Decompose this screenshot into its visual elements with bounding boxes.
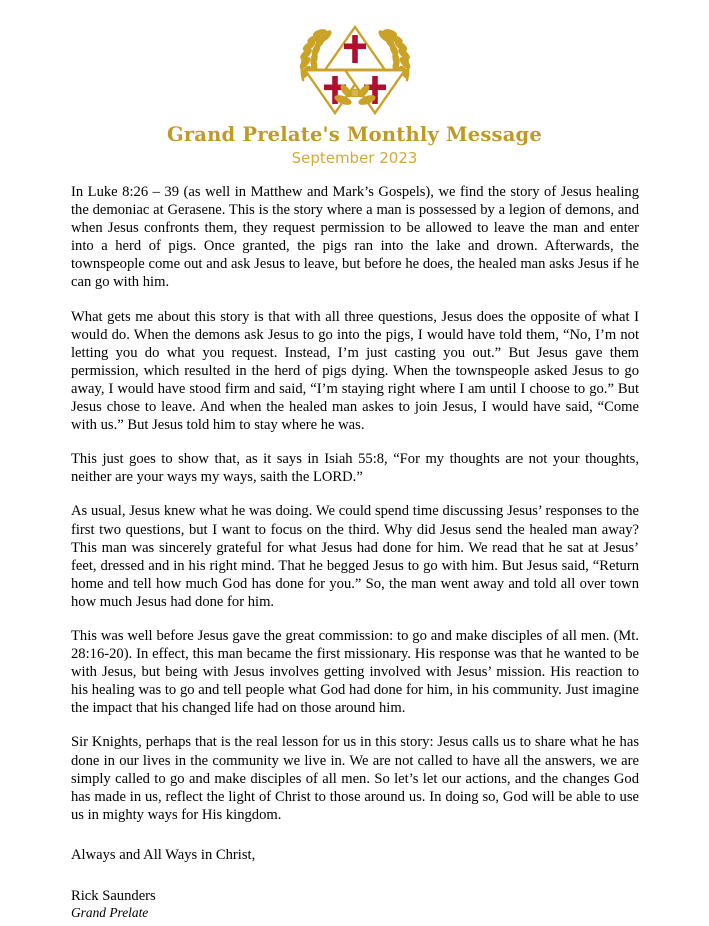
signature-name: Rick Saunders [71, 888, 156, 904]
letter-body [71, 183, 639, 921]
document-header [0, 0, 709, 167]
body-paragraph: This was well before Jesus gave the great commission: to go and make disciples of all men. (Mt. 28:16-20). In effect, this man became the first missionary. His response was that he wanted to be with Jesus, but being with Jesus involves getting involved with Jesus’ mission. His reaction to his healing was to go and tell people what God had done for him, in his community. Just imagine the impact that his changed life had on those around him. [71, 627, 639, 717]
body-paragraph: Sir Knights, perhaps that is the real lesson for us in this story: Jesus calls us to share what he has done in our lives in the community we live in. We are not called to have all the answers, we are simply called to go and make disciples of all men. So let’s let our actions, and the changes God has made in us, reflect the light of Christ to those around us. In doing so, God will be able to use us in mighty ways for His kingdom. [71, 734, 639, 823]
body-paragraph: In Luke 8:26 – 39 (as well in Matthew and Mark’s Gospels), we find the story of Jesus healing the demoniac at Gerasene. This is the story where a man is possessed by a legion of demons, and when Jesus confronts them, they request permission to be allowed to leave the man and enter into a herd of pigs. Once granted, the pigs ran into the lake and drown. Afterwards, the townspeople come out and ask Jesus to leave, but before he does, the healed man asks Jesus if he can go with him. [71, 184, 639, 291]
body-paragraph: This just goes to show that, as it says in Isiah 55:8, “For my thoughts are not your thoughts, neither are your ways my ways, saith the LORD.” [71, 451, 639, 486]
page-title-text: Grand Prelate's Monthly Message [166, 123, 542, 146]
triangle-top [325, 27, 385, 70]
closing-salutation: Always and All Ways in Christ, [71, 846, 256, 863]
page-title [0, 124, 709, 145]
signature-role: Grand Prelate [71, 905, 149, 920]
body-paragraph: What gets me about this story is that with all three questions, Jesus does the opposite of what I would do. When the demons ask Jesus to go into the pigs, I would have told them, “No, I’m not letting you do what you request. Instead, I’m just casting you out.” But Jesus gave them permission, which resulted in the herd of pigs dying. When the townspeople asked Jesus to go away, I would have stood firm and said, “I’m staying right where I am until I choose to go.” But Jesus chose to leave. And when the healed man askes to join Jesus, I would have said, “Come with us.” But Jesus told him to stay where he was. [71, 308, 639, 434]
knights-templar-emblem-icon [293, 18, 417, 118]
body-paragraph: As usual, Jesus knew what he was doing. We could spend time discussing Jesus’ responses to the first two questions, but I want to focus on the third. Why did Jesus send the healed man away? This man was sincerely grateful for what Jesus had done for him. We read that he sat at Jesus’ feet, dressed and in his right mind. That he begged Jesus to go with him. But Jesus said, “Return home and tell how much God has done for you.” So, the man went away and told all over town how much Jesus had done for him. [71, 503, 639, 610]
page-subtitle: September 2023 [291, 149, 418, 168]
